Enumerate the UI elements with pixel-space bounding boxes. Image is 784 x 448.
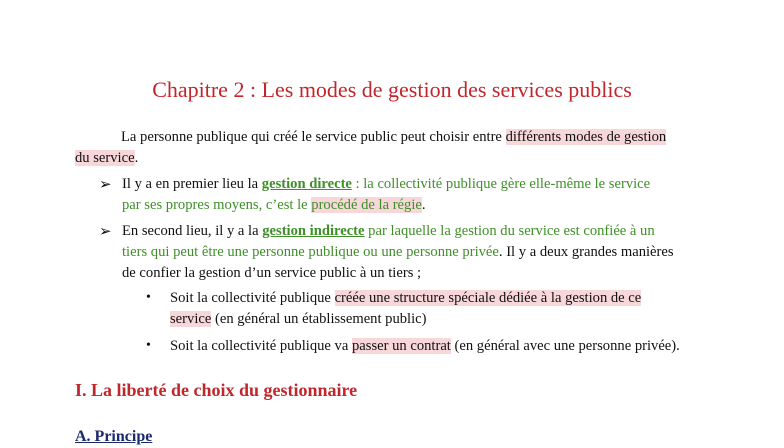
sub2-line (170, 336, 680, 356)
item1-text-c: par ses propres moyens, c’est le (122, 197, 312, 213)
round-bullet-icon: • (146, 290, 151, 305)
sub2-text-b: (en général avec une personne privée). (450, 338, 680, 354)
intro-text: La personne publique qui créé le service public peut choisir entre (121, 129, 506, 145)
sub1-line-1 (170, 288, 641, 308)
sub1-highlight-2: service (170, 311, 212, 327)
item2-text-a: En second lieu, il y a la (122, 223, 263, 239)
item1-text-b: : la collectivité publique gère elle-même le service (351, 176, 651, 192)
section-heading: I. La liberté de choix du gestionnaire (75, 380, 358, 400)
item2-text-e: de confier la gestion d’un service public à un tiers ; (122, 265, 422, 281)
sub2-text-a: Soit la collectivité publique va (170, 338, 352, 354)
item1-term: gestion directe (261, 176, 352, 192)
sub1-text-a: Soit la collectivité publique (170, 290, 335, 306)
intro-highlight-2: du service (75, 150, 135, 166)
item1-text-a: Il y a en premier lieu la (122, 176, 262, 192)
intro-highlight-1: différents modes de gestion (505, 129, 667, 145)
item2-line-1 (122, 221, 655, 241)
intro-end: . (134, 150, 139, 166)
item2-text-d: . Il y a deux grandes manières (498, 244, 674, 260)
item1-highlight: procédé de la régie (311, 197, 422, 213)
round-bullet-icon: • (146, 338, 151, 353)
arrow-bullet-icon: ➢ (99, 175, 112, 193)
subsection-heading: A. Principe (75, 428, 153, 445)
item1-line-1 (122, 174, 650, 194)
item2-line-2 (122, 242, 674, 262)
sub2-highlight: passer un contrat (351, 338, 451, 354)
item1-end: . (421, 197, 426, 213)
sub1-highlight-1: créée une structure spéciale dédiée à la gestion de ce (334, 290, 642, 306)
intro-line-2 (75, 148, 138, 168)
page-title: Chapitre 2 : Les modes de gestion des services publics (152, 77, 632, 102)
sub1-text-b: (en général un établissement public) (211, 311, 427, 327)
item2-text-b: par laquelle la gestion du service est confiée à un (364, 223, 655, 239)
item2-text-c: tiers qui peut être une personne publique ou une personne privée (122, 244, 499, 260)
intro-line-1 (121, 127, 666, 147)
item2-term: gestion indirecte (262, 223, 365, 239)
arrow-bullet-icon: ➢ (99, 222, 112, 240)
item2-line-3 (122, 263, 421, 283)
sub1-line-2 (170, 309, 427, 329)
item1-line-2 (122, 195, 426, 215)
